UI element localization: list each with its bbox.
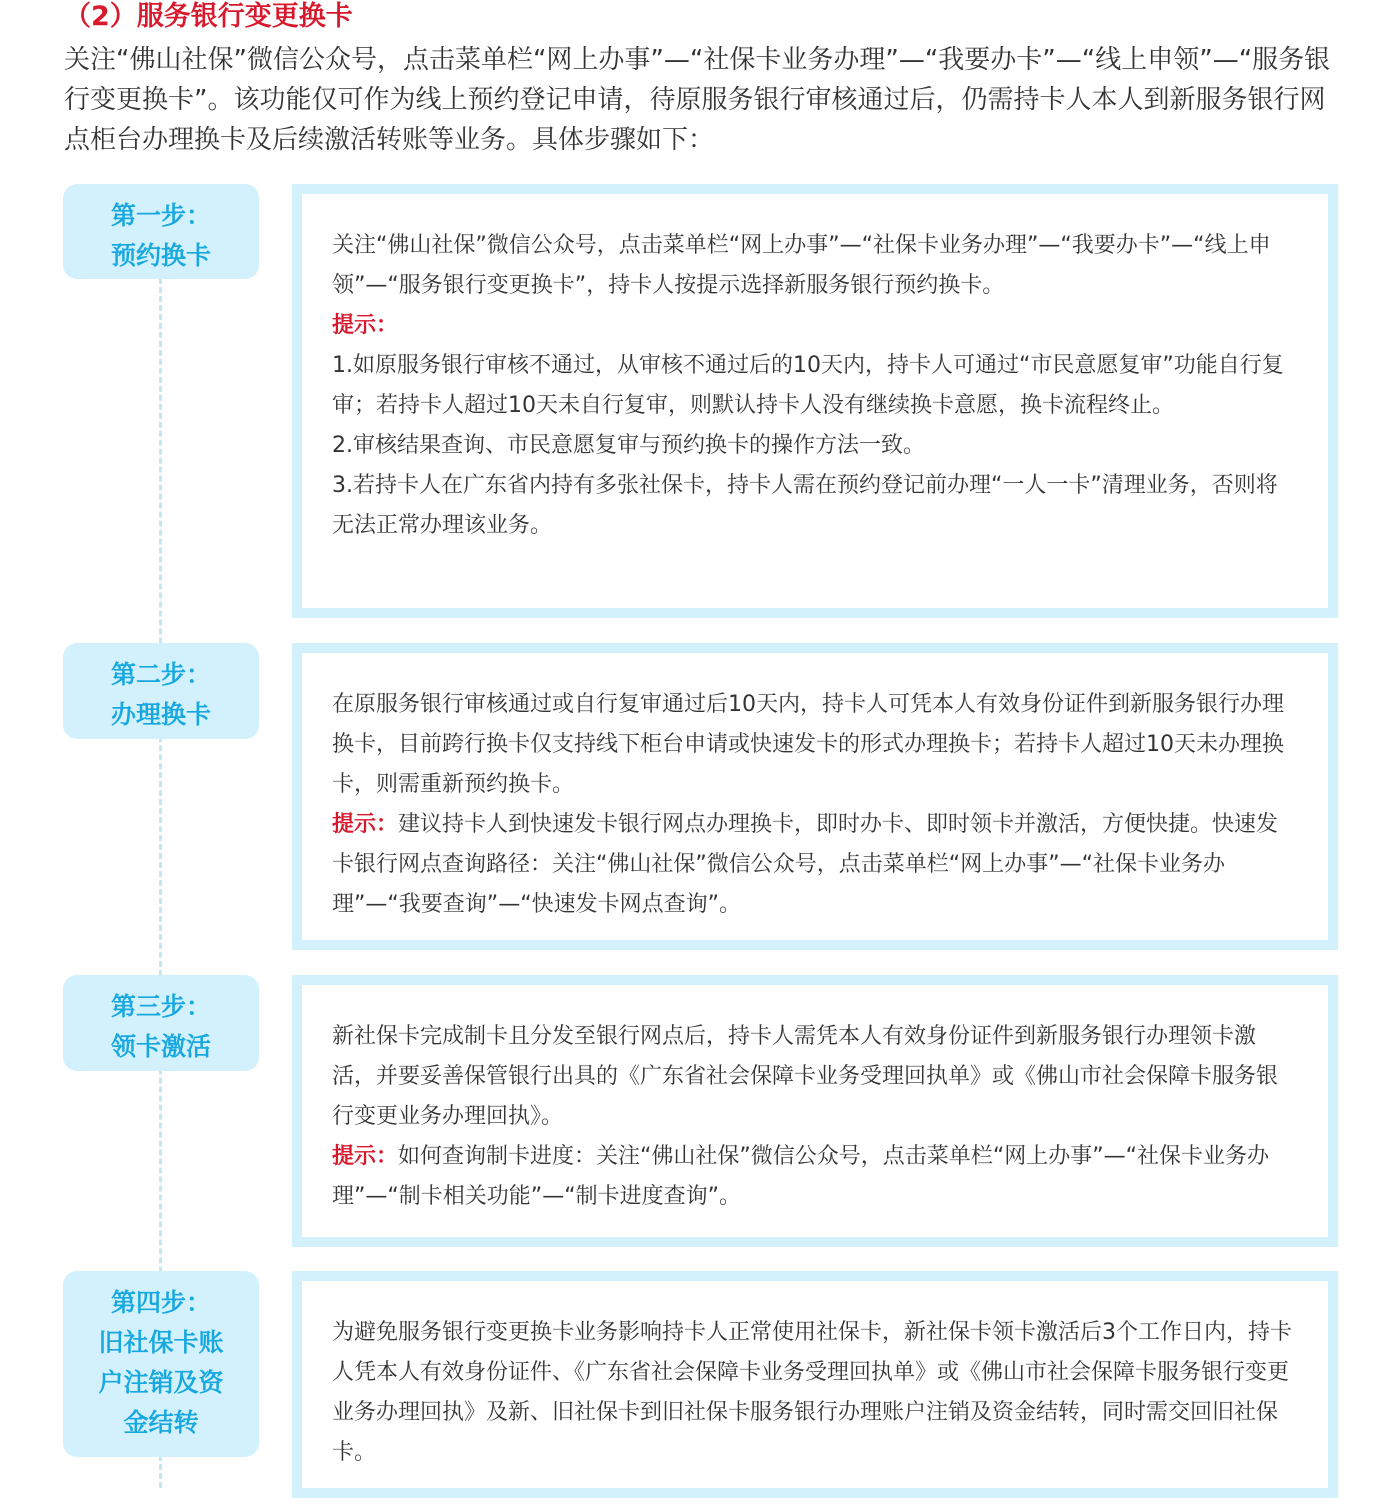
step-1-tip-item: 2.审核结果查询、市民意愿复审与预约换卡的操作方法一致。	[332, 433, 925, 458]
step-1-tip-item: 3.若持卡人在广东省内持有多张社保卡，持卡人需在预约登记前办理“一人一卡”清理业务，否则将无法正常办理该业务。	[332, 473, 1278, 538]
step-3-paragraph: 新社保卡完成制卡且分发至银行网点后，持卡人需凭本人有效身份证件到新服务银行办理领卡激活，并要妥善保管银行出具的《广东省社会保障卡业务受理回执单》或《佛山市社会保障卡服务银行变更业务办理回执》。	[332, 1024, 1279, 1129]
step-4-label-line: 旧社保卡账	[98, 1328, 224, 1357]
step-4-label-line: 户注销及资	[98, 1368, 224, 1397]
step-1-tip	[332, 306, 1298, 346]
step-3-box	[292, 975, 1338, 1247]
step-3-label-line: 领卡激活	[110, 1032, 211, 1061]
step-4-paragraph: 为避免服务银行变更换卡业务影响持卡人正常使用社保卡，新社保卡领卡激活后3个工作日内，持卡人凭本人有效身份证件、《广东省社会保障卡业务受理回执单》或《佛山市社会保障卡服务银行变更业务办理回执》及新、旧社保卡到旧社保卡服务银行办理账户注销及资金结转，同时需交回旧社保卡。	[332, 1320, 1293, 1465]
step-1-paragraph: 关注“佛山社保”微信公众号，点击菜单栏“网上办事”—“社保卡业务办理”—“我要办卡”—“线上申领”—“服务银行变更换卡”，持卡人按提示选择新服务银行预约换卡。	[332, 233, 1271, 298]
step-4-box	[292, 1271, 1338, 1498]
step-2-label-line: 第二步：	[110, 660, 211, 689]
step-3-label	[63, 975, 259, 1071]
step-2-label	[63, 643, 259, 739]
tip-label: 提示：	[332, 812, 399, 837]
step-2-label-line: 办理换卡	[110, 700, 211, 729]
tip-text: 建议持卡人到快速发卡银行网点办理换卡，即时办卡、即时领卡并激活，方便快捷。快速发卡银行网点查询路径：关注“佛山社保”微信公众号，点击菜单栏“网上办事”—“社保卡业务办理”—“我要查询”—“快速发卡网点查询”。	[332, 812, 1279, 917]
step-3-content	[332, 1017, 1298, 1217]
step-4-label-line: 第四步：	[110, 1288, 211, 1317]
intro-paragraph: 关注“佛山社保”微信公众号，点击菜单栏“网上办事”—“社保卡业务办理”—“我要办卡”—“线上申领”—“服务银行变更换卡”。该功能仅可作为线上预约登记申请，待原服务银行审核通过后，仍需持卡人本人到新服务银行网点柜台办理换卡及后续激活转账等业务。具体步骤如下：	[64, 45, 1331, 155]
step-3-label-line: 第三步：	[110, 992, 211, 1021]
step-4-label-line: 金结转	[123, 1408, 199, 1437]
step-4-label	[63, 1271, 259, 1457]
step-2-box	[292, 643, 1338, 950]
step-1-tip-item: 1.如原服务银行审核不通过，从审核不通过后的10天内，持卡人可通过“市民意愿复审”功能自行复审；若持卡人超过10天未自行复审，则默认持卡人没有继续换卡意愿，换卡流程终止。	[332, 353, 1284, 418]
step-2-paragraph: 在原服务银行审核通过或自行复审通过后10天内，持卡人可凭本人有效身份证件到新服务银行办理换卡，目前跨行换卡仅支持线下柜台申请或快速发卡的形式办理换卡；若持卡人超过10天未办理换卡，则需重新预约换卡。	[332, 692, 1284, 797]
step-2-tip	[332, 805, 1298, 925]
step-2-content	[332, 685, 1298, 925]
tip-text: 如何查询制卡进度：关注“佛山社保”微信公众号，点击菜单栏“网上办事”—“社保卡业务办理”—“制卡相关功能”—“制卡进度查询”。	[332, 1144, 1270, 1209]
step-3-tip	[332, 1137, 1298, 1217]
step-4-content	[332, 1313, 1298, 1473]
step-1-label	[63, 184, 259, 279]
section-title: （2）服务银行变更换卡	[64, 1, 353, 32]
step-1-label-line: 第一步：	[110, 201, 211, 230]
step-1-content	[332, 226, 1298, 546]
tip-label: 提示：	[332, 313, 399, 338]
step-1-box	[292, 184, 1338, 618]
step-1-label-line: 预约换卡	[110, 241, 211, 270]
tip-label: 提示：	[332, 1144, 399, 1169]
